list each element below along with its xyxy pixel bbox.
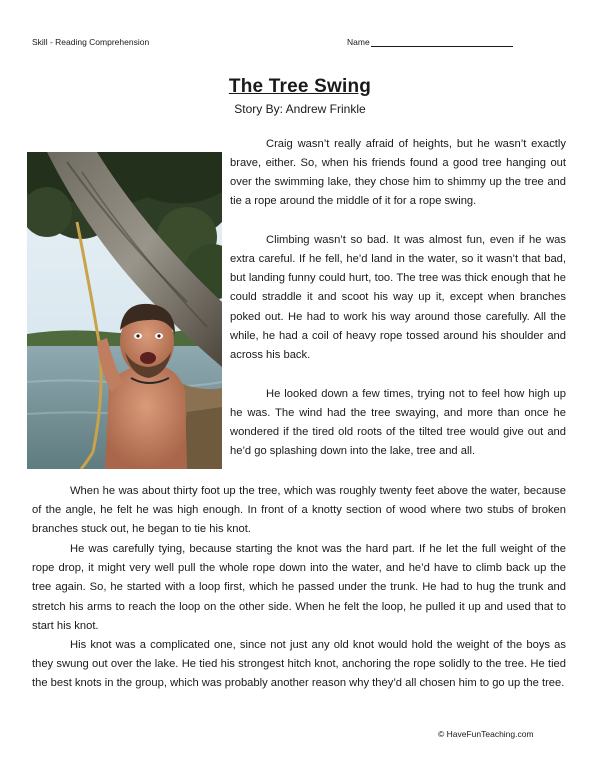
name-label: Name — [347, 37, 370, 47]
story-photo — [27, 152, 222, 469]
story-paragraph: He looked down a few times, trying not to feel how high up he was. The wind had the tree swaying, and more than once he wondered if the tired old roots of the tilted tree would give out and he’d go splashing down into the lake, tree and all. — [230, 388, 566, 458]
name-blank-line[interactable] — [371, 38, 513, 47]
skill-label: Skill - Reading Comprehension — [32, 37, 150, 47]
story-byline: Story By: Andrew Frinkle — [234, 102, 366, 116]
story-paragraph: When he was about thirty foot up the tree, which was roughly twenty feet above the water, because of the angle, he felt he was high enough. In front of a knotty section of wood where two stubs of broken branches stuck out, he began to tie his knot. — [32, 485, 566, 536]
story-title: The Tree Swing — [228, 76, 372, 97]
story-paragraph: His knot was a complicated one, since not just any old knot would hold the weight of the boys as they swung out over the lake. He tied his strongest hitch knot, anchoring the rope solidly to the tree. He tied the best knots in the group, which was probably another reason why they’d all chosen him to go up the tree. — [32, 639, 566, 690]
story-paragraph: Craig wasn’t really afraid of heights, but he wasn’t exactly brave, either. So, when his friends found a good tree hanging out over the swimming lake, they chose him to shimmy up the tree and tie a rope around the middle of it for a rope swing. — [230, 138, 566, 208]
story-paragraph: Climbing wasn’t so bad. It was almost fun, even if he was extra careful. If he fell, he’d land in the water, so it wasn’t that bad, but landing funny could hurt, too. The tree was thick enough that he could straddle it and scoot his way up it, except when branches poked out. He had to work his way around those carefully. All the while, he had a coil of heavy rope tossed around his shoulder and across his back. — [230, 234, 566, 361]
copyright-footer: © HaveFunTeaching.com — [438, 729, 534, 739]
name-field[interactable] — [347, 37, 513, 47]
story-paragraph: He was carefully tying, because starting the knot was the hard part. If he let the full weight of the rope drop, it might very well pull the whole rope down into the water, and he’d have to climb back up the tree again. So, he started with a loop first, which he passed under the trunk. He had to hug the trunk and stretch his arms to reach the loop on the other side. When he felt the loop, he pulled it up and used that to start his knot. — [32, 543, 566, 632]
